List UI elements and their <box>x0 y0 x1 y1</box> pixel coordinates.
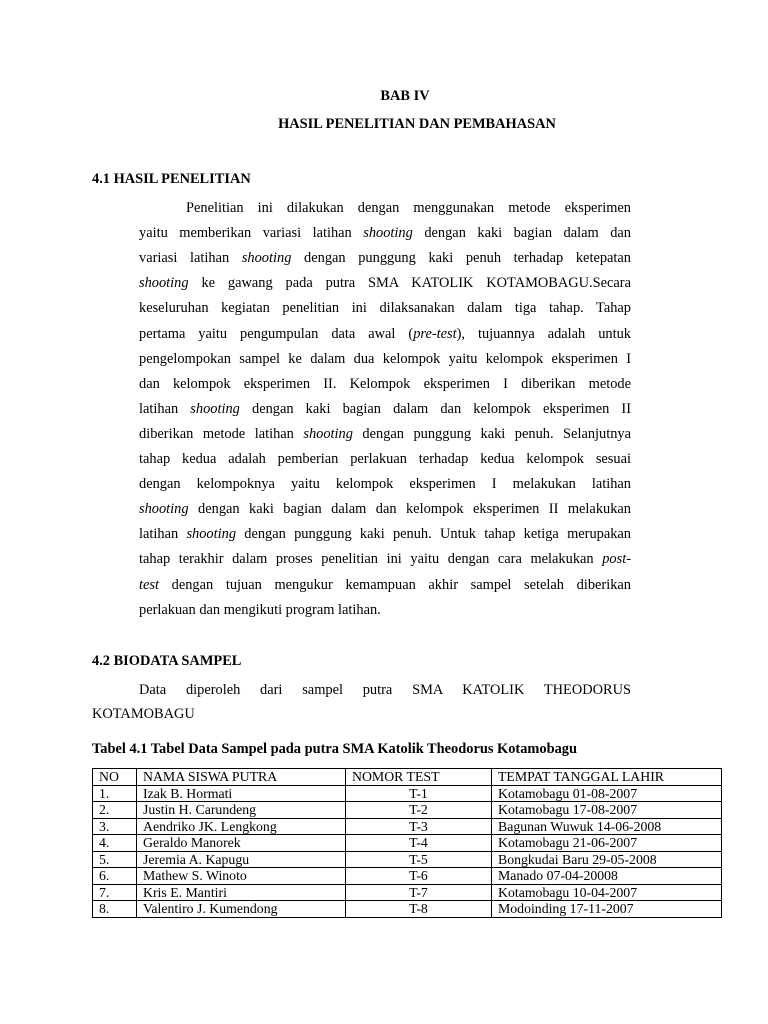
paragraph-line <box>139 375 631 393</box>
cell-nomor-test: T-6 <box>346 868 492 885</box>
paragraph-line <box>139 525 631 543</box>
text-segment: dengan punggung kaki penuh. Untuk tahap ketiga merupakan <box>236 526 632 543</box>
cell-nomor-test: T-5 <box>346 851 492 868</box>
header-nama: NAMA SISWA PUTRA <box>137 769 346 786</box>
text-segment: ke gawang pada putra SMA KATOLIK KOTAMOBAGU.Secara <box>188 275 631 292</box>
cell-tempat-tanggal-lahir: Manado 07-04-20008 <box>492 868 722 885</box>
text-segment: variasi latihan <box>139 250 242 267</box>
italic-term: shooting <box>186 526 237 543</box>
chapter-subtitle: HASIL PENELITIAN DAN PEMBAHASAN <box>278 116 556 132</box>
text-segment: dengan kaki bagian dalam dan kelompok eksperimen II <box>239 400 631 417</box>
cell-tempat-tanggal-lahir: Modoinding 17-11-2007 <box>492 901 722 918</box>
italic-term: shooting <box>303 425 353 442</box>
section-heading-biodata-sampel: 4.2 BIODATA SAMPEL <box>92 653 242 669</box>
table-row <box>93 818 722 835</box>
cell-tempat-tanggal-lahir: Kotamobagu 10-04-2007 <box>492 884 722 901</box>
text-segment: diberikan metode latihan <box>139 425 304 442</box>
header-no: NO <box>93 769 137 786</box>
chapter-title: BAB IV <box>380 88 430 104</box>
cell-nama: Jeremia A. Kapugu <box>137 851 346 868</box>
cell-no: 1. <box>93 785 137 802</box>
cell-nomor-test: T-7 <box>346 884 492 901</box>
text-segment: pertama yaitu pengumpulan data awal ( <box>139 325 414 342</box>
paragraph-line <box>139 224 631 242</box>
table-header-row <box>93 769 722 786</box>
cell-nomor-test: T-1 <box>346 785 492 802</box>
text-segment: Penelitian ini dilakukan dengan menggunakan metode eksperimen <box>186 200 631 216</box>
text-segment: dengan kaki bagian dalam dan <box>412 225 631 242</box>
cell-tempat-tanggal-lahir: Kotamobagu 21-06-2007 <box>492 835 722 852</box>
paragraph-line <box>139 550 631 568</box>
text-segment: dengan kelompoknya yaitu kelompok eksperimen I melakukan latihan <box>139 476 631 493</box>
table-row <box>93 802 722 819</box>
paragraph-line <box>139 450 631 468</box>
cell-no: 2. <box>93 802 137 819</box>
paragraph-line <box>139 576 631 594</box>
paragraph-line <box>139 249 631 267</box>
cell-nomor-test: T-8 <box>346 901 492 918</box>
cell-nama: Izak B. Hormati <box>137 785 346 802</box>
table-row <box>93 851 722 868</box>
cell-nomor-test: T-3 <box>346 818 492 835</box>
header-tempat-tanggal-lahir: TEMPAT TANGGAL LAHIR <box>492 769 722 786</box>
italic-term: shooting <box>363 225 413 242</box>
paragraph-line <box>139 475 631 493</box>
cell-tempat-tanggal-lahir: Bongkudai Baru 29-05-2008 <box>492 851 722 868</box>
italic-term: pre-test <box>413 325 457 342</box>
text-segment: keseluruhan kegiatan penelitian ini dilaksanakan dalam tiga tahap. Tahap <box>139 300 631 317</box>
paragraph-line <box>139 299 631 317</box>
italic-term: shooting <box>139 501 189 518</box>
cell-no: 7. <box>93 884 137 901</box>
sample-data-table <box>92 768 722 918</box>
text-segment: pengelompokan sampel ke dalam dua kelompok yaitu kelompok eksperimen I <box>139 350 631 367</box>
paragraph-line <box>139 425 631 443</box>
cell-nama: Justin H. Carundeng <box>137 802 346 819</box>
text-segment: latihan <box>139 526 187 543</box>
table-row <box>93 884 722 901</box>
italic-term: shooting <box>241 250 292 267</box>
cell-nama: Valentiro J. Kumendong <box>137 901 346 918</box>
text-segment: perlakuan dan mengikuti program latihan. <box>139 601 381 618</box>
cell-nomor-test: T-2 <box>346 802 492 819</box>
paragraph-line <box>139 400 631 418</box>
paragraph-line <box>139 274 631 292</box>
text-segment: yaitu memberikan variasi latihan <box>139 225 364 242</box>
paragraph-line <box>139 350 631 368</box>
header-nomor-test: NOMOR TEST <box>346 769 492 786</box>
cell-nama: Aendriko JK. Lengkong <box>137 818 346 835</box>
italic-term: test <box>139 576 159 593</box>
cell-no: 4. <box>93 835 137 852</box>
paragraph-line <box>139 325 631 343</box>
cell-no: 6. <box>93 868 137 885</box>
cell-tempat-tanggal-lahir: Kotamobagu 01-08-2007 <box>492 785 722 802</box>
section-heading-hasil-penelitian: 4.1 HASIL PENELITIAN <box>92 171 251 187</box>
text-segment: latihan <box>139 400 191 417</box>
table-caption: Tabel 4.1 Tabel Data Sampel pada putra SMA Katolik Theodorus Kotamobagu <box>92 741 577 757</box>
text-segment: tahap terakhir dalam proses penelitian ini yaitu dengan cara melakukan <box>139 551 603 568</box>
text-segment: dengan punggung kaki penuh terhadap ketepatan <box>291 250 631 267</box>
text-segment: tahap kedua adalah pemberian perlakuan terhadap kedua kelompok sesuai <box>139 451 631 467</box>
paragraph-line <box>139 601 631 619</box>
text-segment: dengan punggung kaki penuh. Selanjutnya <box>352 425 631 442</box>
text-segment: dengan tujuan mengukur kemampuan akhir sampel setelah diberikan <box>158 576 631 593</box>
cell-nomor-test: T-4 <box>346 835 492 852</box>
cell-nama: Mathew S. Winoto <box>137 868 346 885</box>
cell-tempat-tanggal-lahir: Kotamobagu 17-08-2007 <box>492 802 722 819</box>
table-row <box>93 835 722 852</box>
cell-nama: Geraldo Manorek <box>137 835 346 852</box>
text-segment: dan kelompok eksperimen II. Kelompok eksperimen I diberikan metode <box>139 375 631 392</box>
biodata-text-line: Data diperoleh dari sampel putra SMA KATOLIK THEODORUS <box>139 682 631 698</box>
italic-term: post- <box>602 551 631 568</box>
cell-tempat-tanggal-lahir: Bagunan Wuwuk 14-06-2008 <box>492 818 722 835</box>
cell-nama: Kris E. Mantiri <box>137 884 346 901</box>
table-row <box>93 785 722 802</box>
table-row <box>93 868 722 885</box>
paragraph-line <box>186 199 631 217</box>
cell-no: 8. <box>93 901 137 918</box>
paragraph-line <box>139 500 631 518</box>
cell-no: 3. <box>93 818 137 835</box>
biodata-text-line-2: KOTAMOBAGU <box>92 706 195 722</box>
italic-term: shooting <box>139 275 189 292</box>
cell-no: 5. <box>93 851 137 868</box>
text-segment: dengan kaki bagian dalam dan kelompok eksperimen II melakukan <box>188 501 631 518</box>
text-segment: ), tujuannya adalah untuk <box>456 325 631 342</box>
table-row <box>93 901 722 918</box>
italic-term: shooting <box>190 400 240 417</box>
